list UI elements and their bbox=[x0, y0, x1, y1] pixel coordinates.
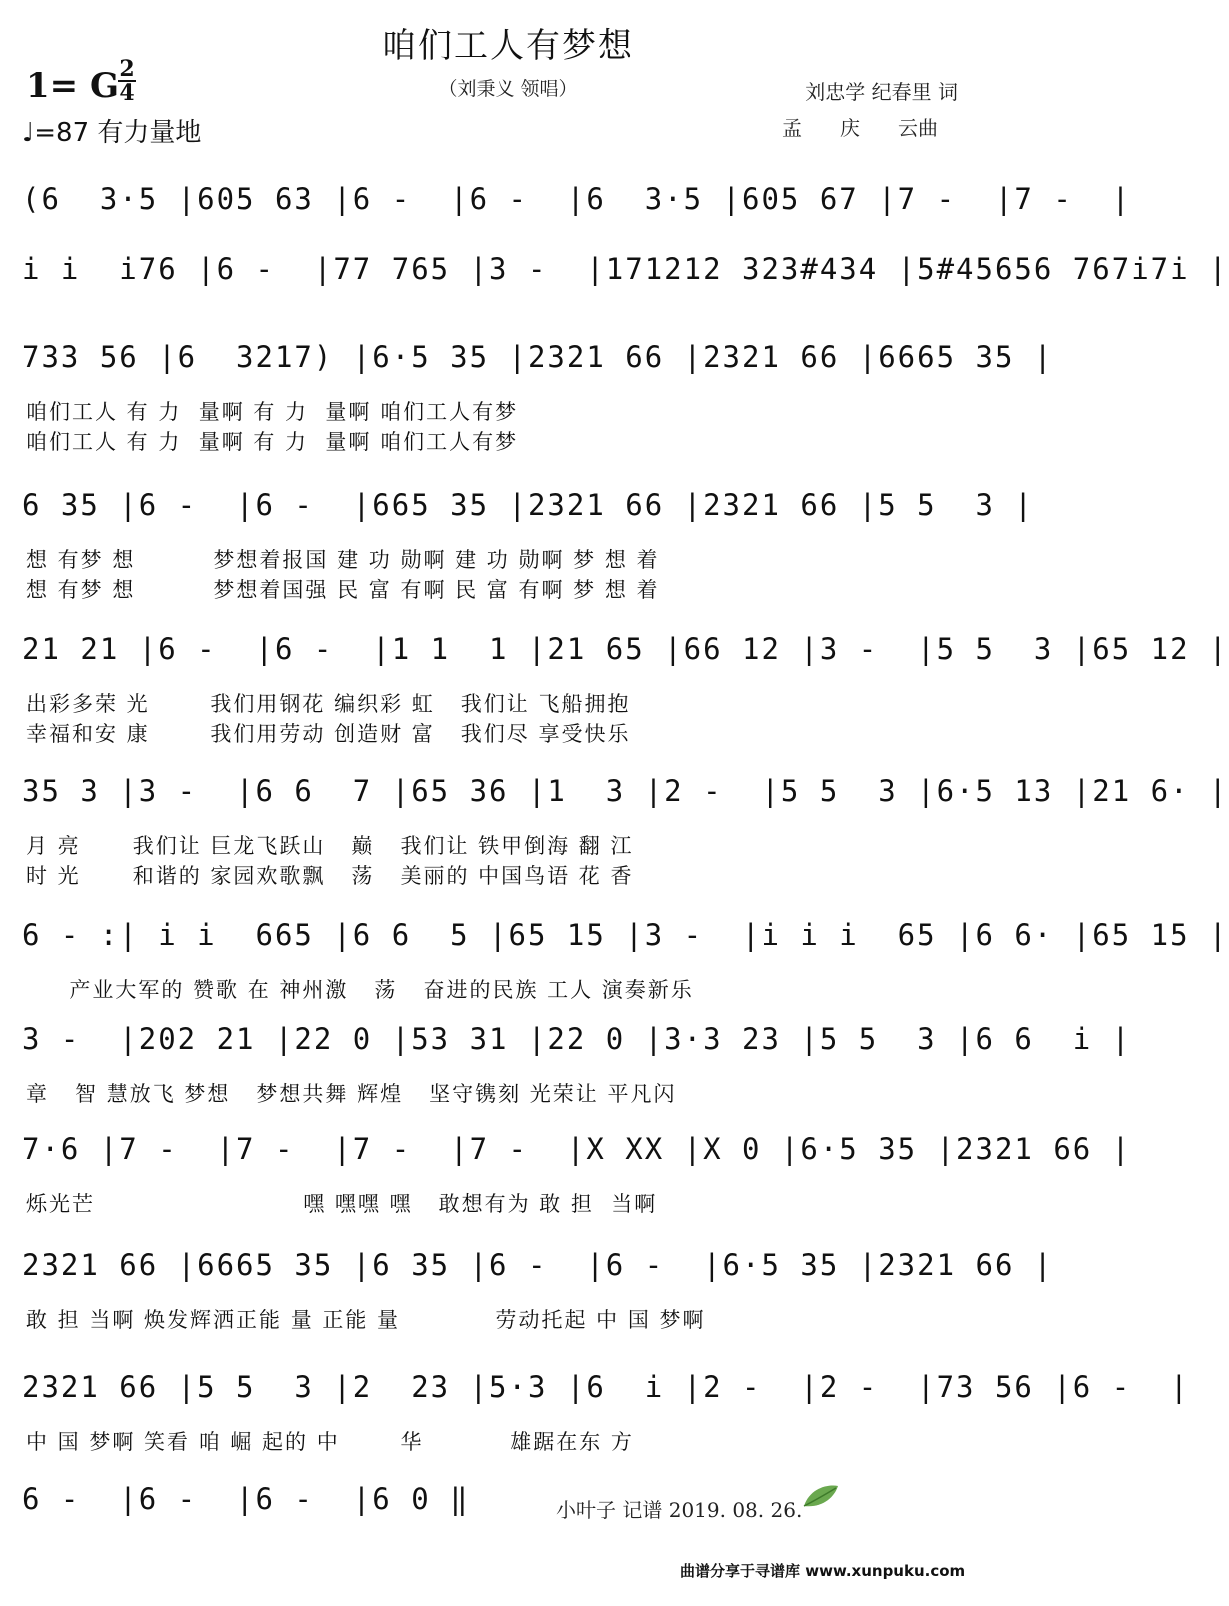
notation-row: 35 3 |3 - |6 6 7 |65 36 |1 3 |2 - |5 5 3 |6·5 13 |21 6· | bbox=[22, 774, 1229, 808]
notation-row: 733 56 |6 3217) |6·5 35 |2321 66 |2321 66 |6665 35 | bbox=[22, 340, 1054, 374]
notation-row: 2321 66 |6665 35 |6 35 |6 - |6 - |6·5 35 |2321 66 | bbox=[22, 1248, 1054, 1282]
lyric-line-verse-1: 中 国 梦啊 笑看 咱 崛 起的 中 华 雄踞在东 方 bbox=[26, 1430, 634, 1454]
composer-part-3: 云曲 bbox=[898, 116, 938, 140]
notation-row: 6 35 |6 - |6 - |665 35 |2321 66 |2321 66 |5 5 3 | bbox=[22, 488, 1034, 522]
composer-part-1: 孟 bbox=[782, 116, 802, 140]
leaf-logo-icon bbox=[800, 1482, 842, 1512]
lyric-line-verse-1: 敢 担 当啊 焕发辉洒正能 量 正能 量 劳动托起 中 国 梦啊 bbox=[26, 1308, 706, 1332]
time-sig-bottom: 4 bbox=[119, 80, 135, 106]
notation-row: (6 3·5 |605 63 |6 - |6 - |6 3·5 |605 67 |7 - |7 - | bbox=[22, 182, 1132, 216]
lyric-line-verse-2: 咱们工人 有 力 量啊 有 力 量啊 咱们工人有梦 bbox=[26, 430, 519, 454]
song-title: 咱们工人有梦想 bbox=[382, 26, 634, 66]
notation-row: 7·6 |7 - |7 - |7 - |7 - |X XX |X 0 |6·5 35 |2321 66 | bbox=[22, 1132, 1132, 1166]
notation-row: 6 - |6 - |6 - |6 0 ‖ bbox=[22, 1482, 470, 1516]
lyric-line-verse-2: 想 有梦 想 梦想着国强 民 富 有啊 民 富 有啊 梦 想 着 bbox=[26, 578, 660, 602]
time-sig-top: 2 bbox=[119, 56, 135, 82]
notation-row: 21 21 |6 - |6 - |1 1 1 |21 65 |66 12 |3 - |5 5 3 |65 12 | bbox=[22, 632, 1229, 666]
lyric-line-verse-1: 出彩多荣 光 我们用钢花 编织彩 虹 我们让 飞船拥抱 bbox=[26, 692, 631, 716]
time-signature bbox=[118, 58, 136, 104]
notation-row: 3 - |202 21 |22 0 |53 31 |22 0 |3·3 23 |5 5 3 |6 6 i | bbox=[22, 1022, 1132, 1056]
transcriber-signature: 小叶子 记谱 2019. 08. 26. bbox=[556, 1498, 803, 1522]
notation-row: 2321 66 |5 5 3 |2 23 |5·3 |6 i |2 - |2 - |73 56 |6 - | bbox=[22, 1370, 1190, 1404]
lyric-line-verse-1: 咱们工人 有 力 量啊 有 力 量啊 咱们工人有梦 bbox=[26, 400, 519, 424]
source-website: 曲谱分享于寻谱库 www.xunpuku.com bbox=[680, 1562, 966, 1580]
tempo-marking: ♩=87 有力量地 bbox=[22, 118, 202, 148]
composer-credit bbox=[782, 112, 956, 141]
notation-row: 6 - :| i i 665 |6 6 5 |65 15 |3 - |i i i 65 |6 6· |65 15 | bbox=[22, 918, 1229, 952]
singer-credit: （刘秉义 领唱） bbox=[438, 78, 578, 100]
lyric-line-verse-1: 月 亮 我们让 巨龙飞跃山 巅 我们让 铁甲倒海 翻 江 bbox=[26, 834, 634, 858]
key-signature: 1= G bbox=[26, 66, 120, 106]
lyric-line-verse-1: 烁光芒 嘿 嘿嘿 嘿 敢想有为 敢 担 当啊 bbox=[26, 1192, 658, 1216]
lyric-line-verse-2: 时 光 和谐的 家园欢歌飘 荡 美丽的 中国鸟语 花 香 bbox=[26, 864, 634, 888]
lyricist-credit: 刘忠学 纪春里 词 bbox=[805, 80, 958, 104]
composer-part-2: 庆 bbox=[840, 116, 860, 140]
lyric-line-verse-1: 产业大军的 赞歌 在 神州激 荡 奋进的民族 工人 演奏新乐 bbox=[26, 978, 694, 1002]
notation-row: i i i76 |6 - |77 765 |3 - |171212 323#434 |5#45656 767i7i | bbox=[22, 252, 1229, 286]
lyric-line-verse-2: 幸福和安 康 我们用劳动 创造财 富 我们尽 享受快乐 bbox=[26, 722, 631, 746]
lyric-line-verse-1: 想 有梦 想 梦想着报国 建 功 勋啊 建 功 勋啊 梦 想 着 bbox=[26, 548, 660, 572]
lyric-line-verse-1: 章 智 慧放飞 梦想 梦想共舞 辉煌 坚守镌刻 光荣让 平凡闪 bbox=[26, 1082, 677, 1106]
